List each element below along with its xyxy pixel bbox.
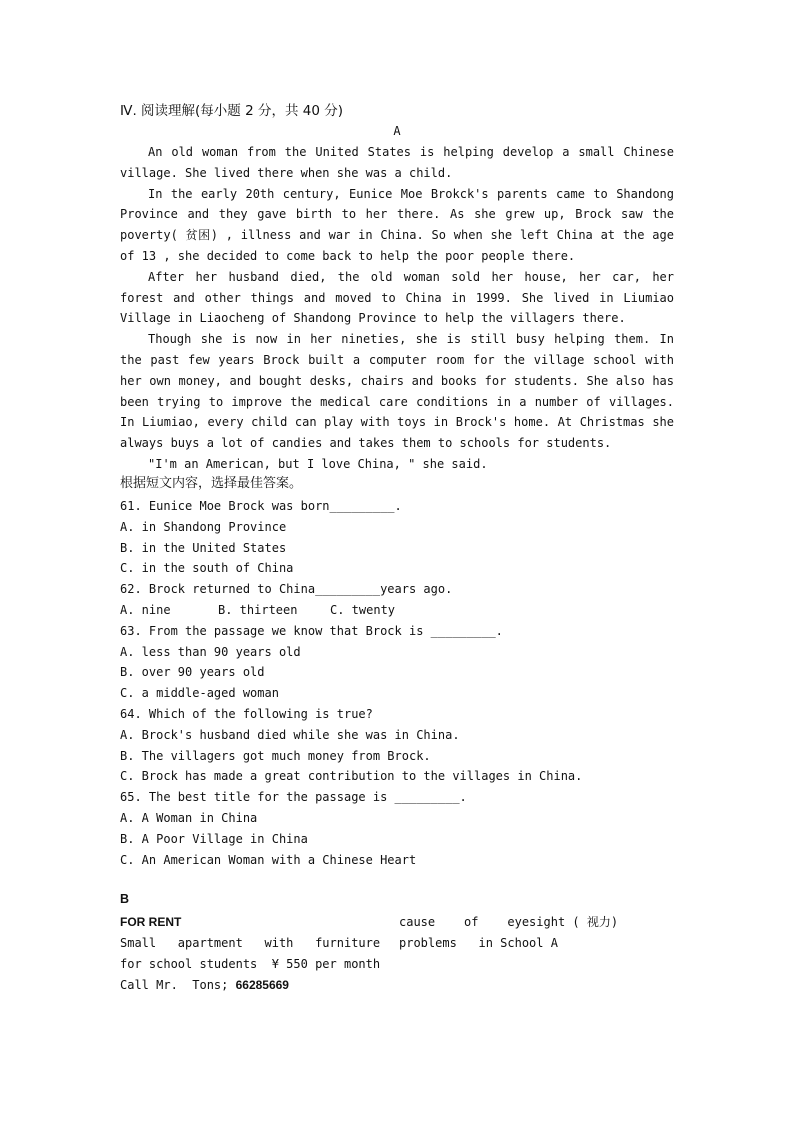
- ad-line: for school students ¥ 550 per month: [120, 957, 381, 971]
- option-c: C. twenty: [330, 602, 396, 617]
- option-b: B. The villagers got much money from Brock.: [120, 748, 431, 763]
- question-65: 65. The best title for the passage is _________.: [120, 790, 467, 805]
- option-row: [120, 600, 674, 621]
- option-b: B. in the United States: [120, 540, 287, 555]
- ad-call-label: Call Mr. Tons;: [120, 978, 236, 992]
- question-62: 62. Brock returned to China_________years ago.: [120, 582, 453, 597]
- paragraph: Though she is now in her nineties, she is still busy helping them. In the past few years Brock built a computer room for the village school with her own money, and bought desks, chairs and books for students. She also has been trying to improve the medical care conditions in a number of villages. In Liumiao, every child can play with toys in Brock's home. At Christmas she always buys a lot of candies and takes them to schools for students.: [120, 332, 674, 451]
- ad-row: [120, 912, 680, 933]
- option-a: A. in Shandong Province: [120, 519, 287, 534]
- option-a: A. Brock's husband died while she was in China.: [120, 727, 460, 742]
- option-c: C. a middle-aged woman: [120, 686, 279, 701]
- option-a: A. less than 90 years old: [120, 644, 301, 659]
- passage-a: [120, 142, 674, 475]
- ad-heading: FOR RENT: [120, 915, 182, 929]
- paragraph: After her husband died, the old woman sold her house, her car, her forest and other things and moved to China in 1999. She lived in Liumiao Village in Liaocheng of Shandong Province to help the villagers there.: [120, 269, 674, 326]
- ad-row: [120, 954, 680, 975]
- option-a: A. A Woman in China: [120, 810, 258, 825]
- option-c: C. in the south of China: [120, 561, 294, 576]
- option-a: A. nine: [120, 602, 171, 617]
- question-list: [120, 496, 674, 870]
- paragraph: In the early 20th century, Eunice Moe Brokck's parents came to Shandong Province and they gave birth to her there. As she grew up, Brock saw the poverty( 贫困) , illness and war in China. So when she left China at the age of 13 , she decided to come back to help the poor people there.: [120, 186, 674, 263]
- rental-ad: [120, 912, 680, 996]
- ad-row: [120, 975, 680, 996]
- paragraph: An old woman from the United States is helping develop a small Chinese village. She lived there when she was a child.: [120, 145, 674, 180]
- option-b: B. over 90 years old: [120, 665, 265, 680]
- option-c: C. Brock has made a great contribution to the villages in China.: [120, 769, 583, 784]
- instruction: 根据短文内容，选择最佳答案。: [120, 476, 303, 491]
- quote-paragraph: "I'm an American, but I love China, " she said.: [148, 456, 488, 471]
- side-text-line: problems in School A: [399, 936, 558, 950]
- ad-line: Small apartment with furniture: [120, 936, 381, 950]
- side-text-line: cause of eyesight ( 视力): [399, 915, 619, 929]
- question-64: 64. Which of the following is true?: [120, 706, 373, 721]
- ad-row: [120, 933, 680, 954]
- passage-b-label: B: [120, 892, 130, 906]
- passage-a-label: A: [393, 124, 401, 138]
- option-b: B. A Poor Village in China: [120, 831, 308, 846]
- section-title: Ⅳ. 阅读理解(每小题 2 分，共 40 分): [120, 103, 344, 119]
- option-c: C. An American Woman with a Chinese Heart: [120, 852, 417, 867]
- ad-phone-number: 66285669: [235, 978, 289, 992]
- question-61: 61. Eunice Moe Brock was born_________.: [120, 499, 402, 513]
- question-63: 63. From the passage we know that Brock is _________.: [120, 623, 503, 638]
- option-b: B. thirteen: [218, 602, 298, 617]
